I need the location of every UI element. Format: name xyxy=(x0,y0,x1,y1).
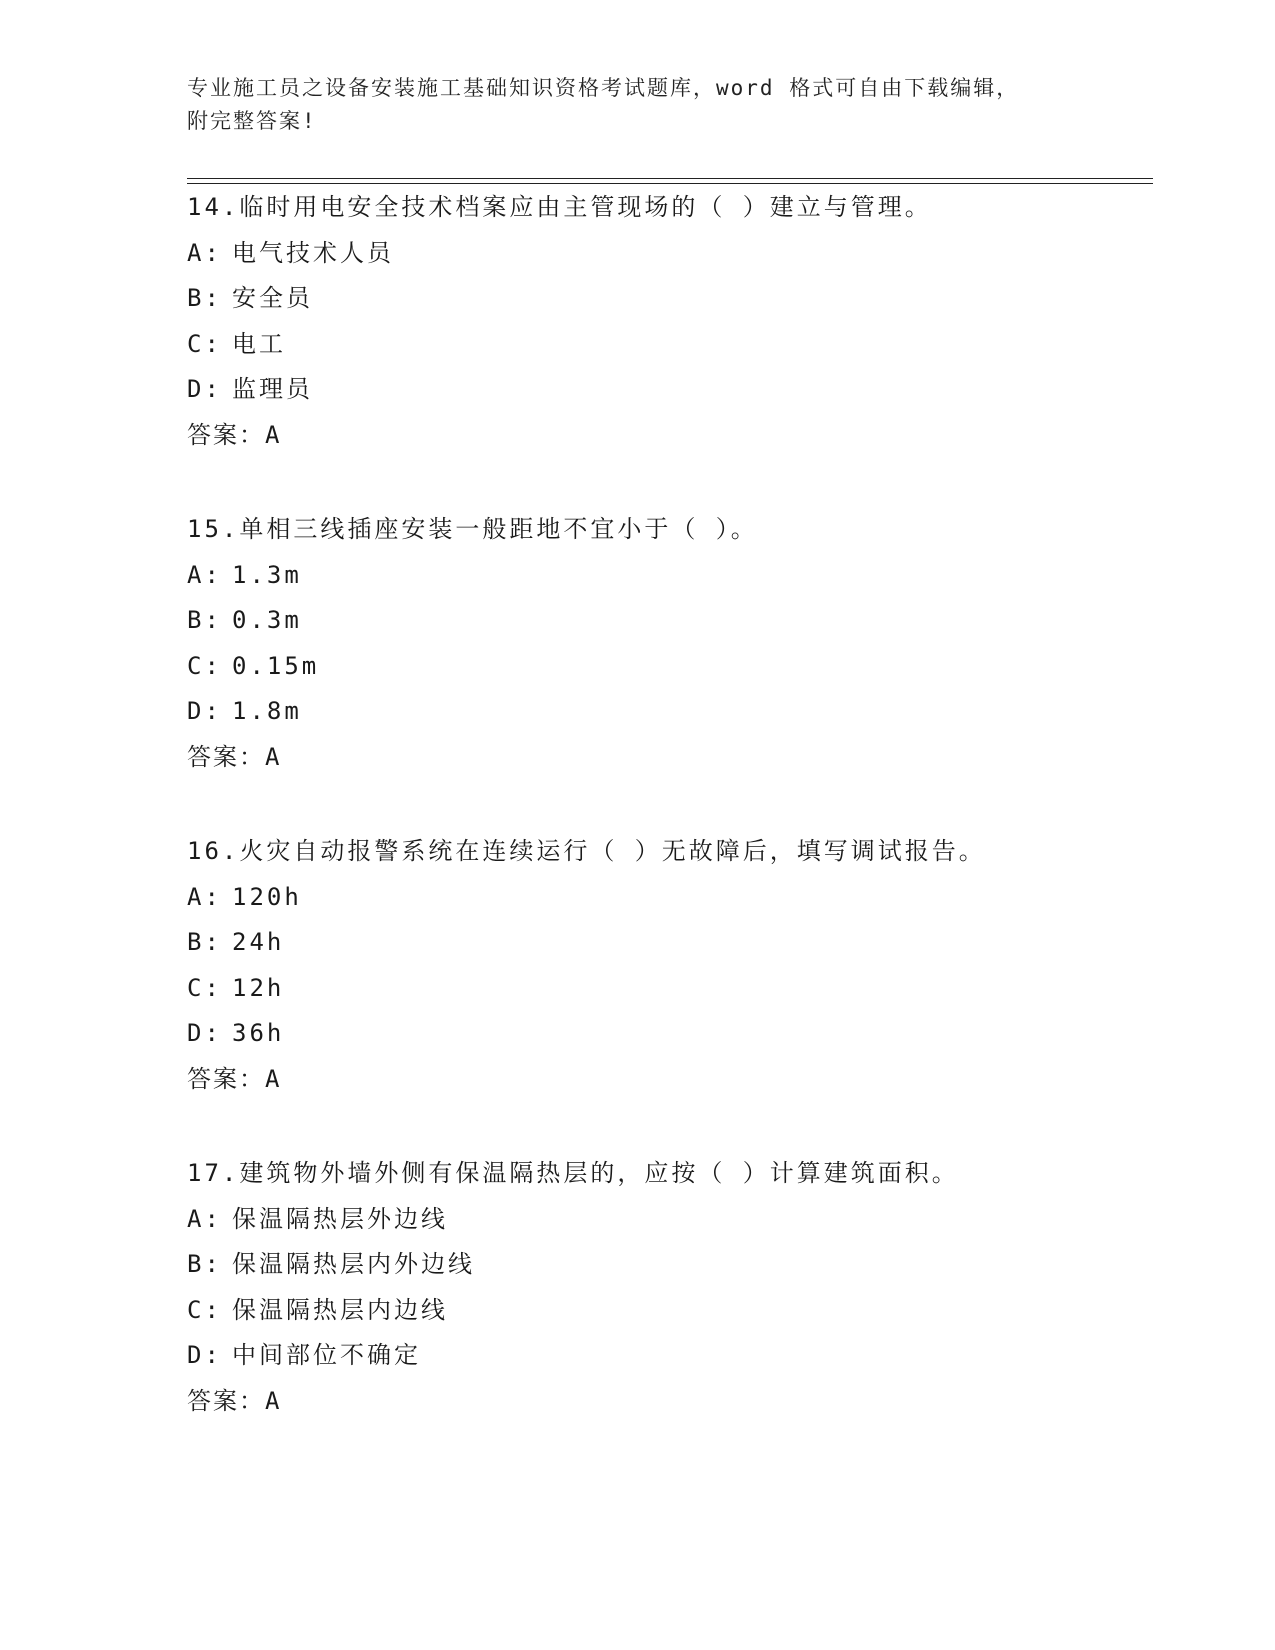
option-key: D: xyxy=(187,1341,222,1369)
option-key: B: xyxy=(187,928,222,956)
option-d xyxy=(187,367,1147,413)
answer-line xyxy=(187,1379,1147,1425)
answer-label: 答案： xyxy=(187,1064,265,1093)
option-text: 0.3m xyxy=(232,606,302,634)
option-text: 监理员 xyxy=(232,375,313,403)
option-key: A: xyxy=(187,238,222,267)
option-key: C: xyxy=(187,651,222,680)
option-b xyxy=(187,598,1147,644)
option-key: A: xyxy=(187,882,222,911)
header-line-1: 专业施工员之设备安装施工基础知识资格考试题库，word 格式可自由下载编辑， xyxy=(187,76,1020,100)
option-key: A: xyxy=(187,560,222,589)
answer-label: 答案： xyxy=(187,420,265,449)
option-key: B: xyxy=(187,1250,222,1278)
option-b xyxy=(187,276,1147,322)
answer-line xyxy=(187,735,1147,781)
answer-value: A xyxy=(265,1386,282,1415)
answer-value: A xyxy=(265,420,282,449)
option-key: D: xyxy=(187,375,222,403)
question-16 xyxy=(187,829,1147,1102)
option-key: C: xyxy=(187,1295,222,1324)
option-d xyxy=(187,689,1147,735)
option-text: 0.15m xyxy=(232,651,320,680)
option-a xyxy=(187,875,1147,921)
question-stem: 14.临时用电安全技术档案应由主管现场的（ ）建立与管理。 xyxy=(187,193,932,221)
option-c xyxy=(187,322,1147,368)
option-key: A: xyxy=(187,1204,222,1233)
option-text: 保温隔热层外边线 xyxy=(232,1204,448,1233)
option-text: 1.8m xyxy=(232,697,302,725)
option-d xyxy=(187,1333,1147,1379)
option-a xyxy=(187,1197,1147,1243)
option-text: 36h xyxy=(232,1019,285,1047)
option-a xyxy=(187,231,1147,277)
option-text: 1.3m xyxy=(232,560,302,589)
question-stem: 17.建筑物外墙外侧有保温隔热层的，应按（ ）计算建筑面积。 xyxy=(187,1159,959,1187)
header-divider-bottom xyxy=(187,183,1153,184)
option-text: 电工 xyxy=(232,329,286,358)
question-stem: 15.单相三线插座安装一般距地不宜小于（ ）。 xyxy=(187,515,758,543)
option-key: D: xyxy=(187,1019,222,1047)
question-stem: 16.火灾自动报警系统在连续运行（ ）无故障后，填写调试报告。 xyxy=(187,837,986,865)
option-text: 12h xyxy=(232,973,285,1002)
document-header xyxy=(187,72,1087,138)
option-text: 保温隔热层内外边线 xyxy=(232,1250,475,1278)
option-text: 保温隔热层内边线 xyxy=(232,1295,448,1324)
option-c xyxy=(187,644,1147,690)
option-text: 中间部位不确定 xyxy=(232,1341,421,1369)
question-14 xyxy=(187,185,1147,458)
option-key: C: xyxy=(187,973,222,1002)
header-line-2: 附完整答案! xyxy=(187,109,317,133)
option-key: D: xyxy=(187,697,222,725)
option-c xyxy=(187,1288,1147,1334)
answer-label: 答案： xyxy=(187,742,265,771)
answer-value: A xyxy=(265,742,282,771)
answer-label: 答案： xyxy=(187,1386,265,1415)
option-a xyxy=(187,553,1147,599)
option-b xyxy=(187,1242,1147,1288)
answer-line xyxy=(187,413,1147,459)
question-17 xyxy=(187,1151,1147,1424)
option-text: 24h xyxy=(232,928,285,956)
option-key: B: xyxy=(187,606,222,634)
question-15 xyxy=(187,507,1147,780)
option-key: B: xyxy=(187,284,222,312)
option-b xyxy=(187,920,1147,966)
answer-line xyxy=(187,1057,1147,1103)
option-key: C: xyxy=(187,329,222,358)
header-divider-top xyxy=(187,178,1153,179)
option-d xyxy=(187,1011,1147,1057)
option-text: 电气技术人员 xyxy=(232,238,394,267)
option-text: 120h xyxy=(232,882,302,911)
answer-value: A xyxy=(265,1064,282,1093)
option-text: 安全员 xyxy=(232,284,313,312)
option-c xyxy=(187,966,1147,1012)
